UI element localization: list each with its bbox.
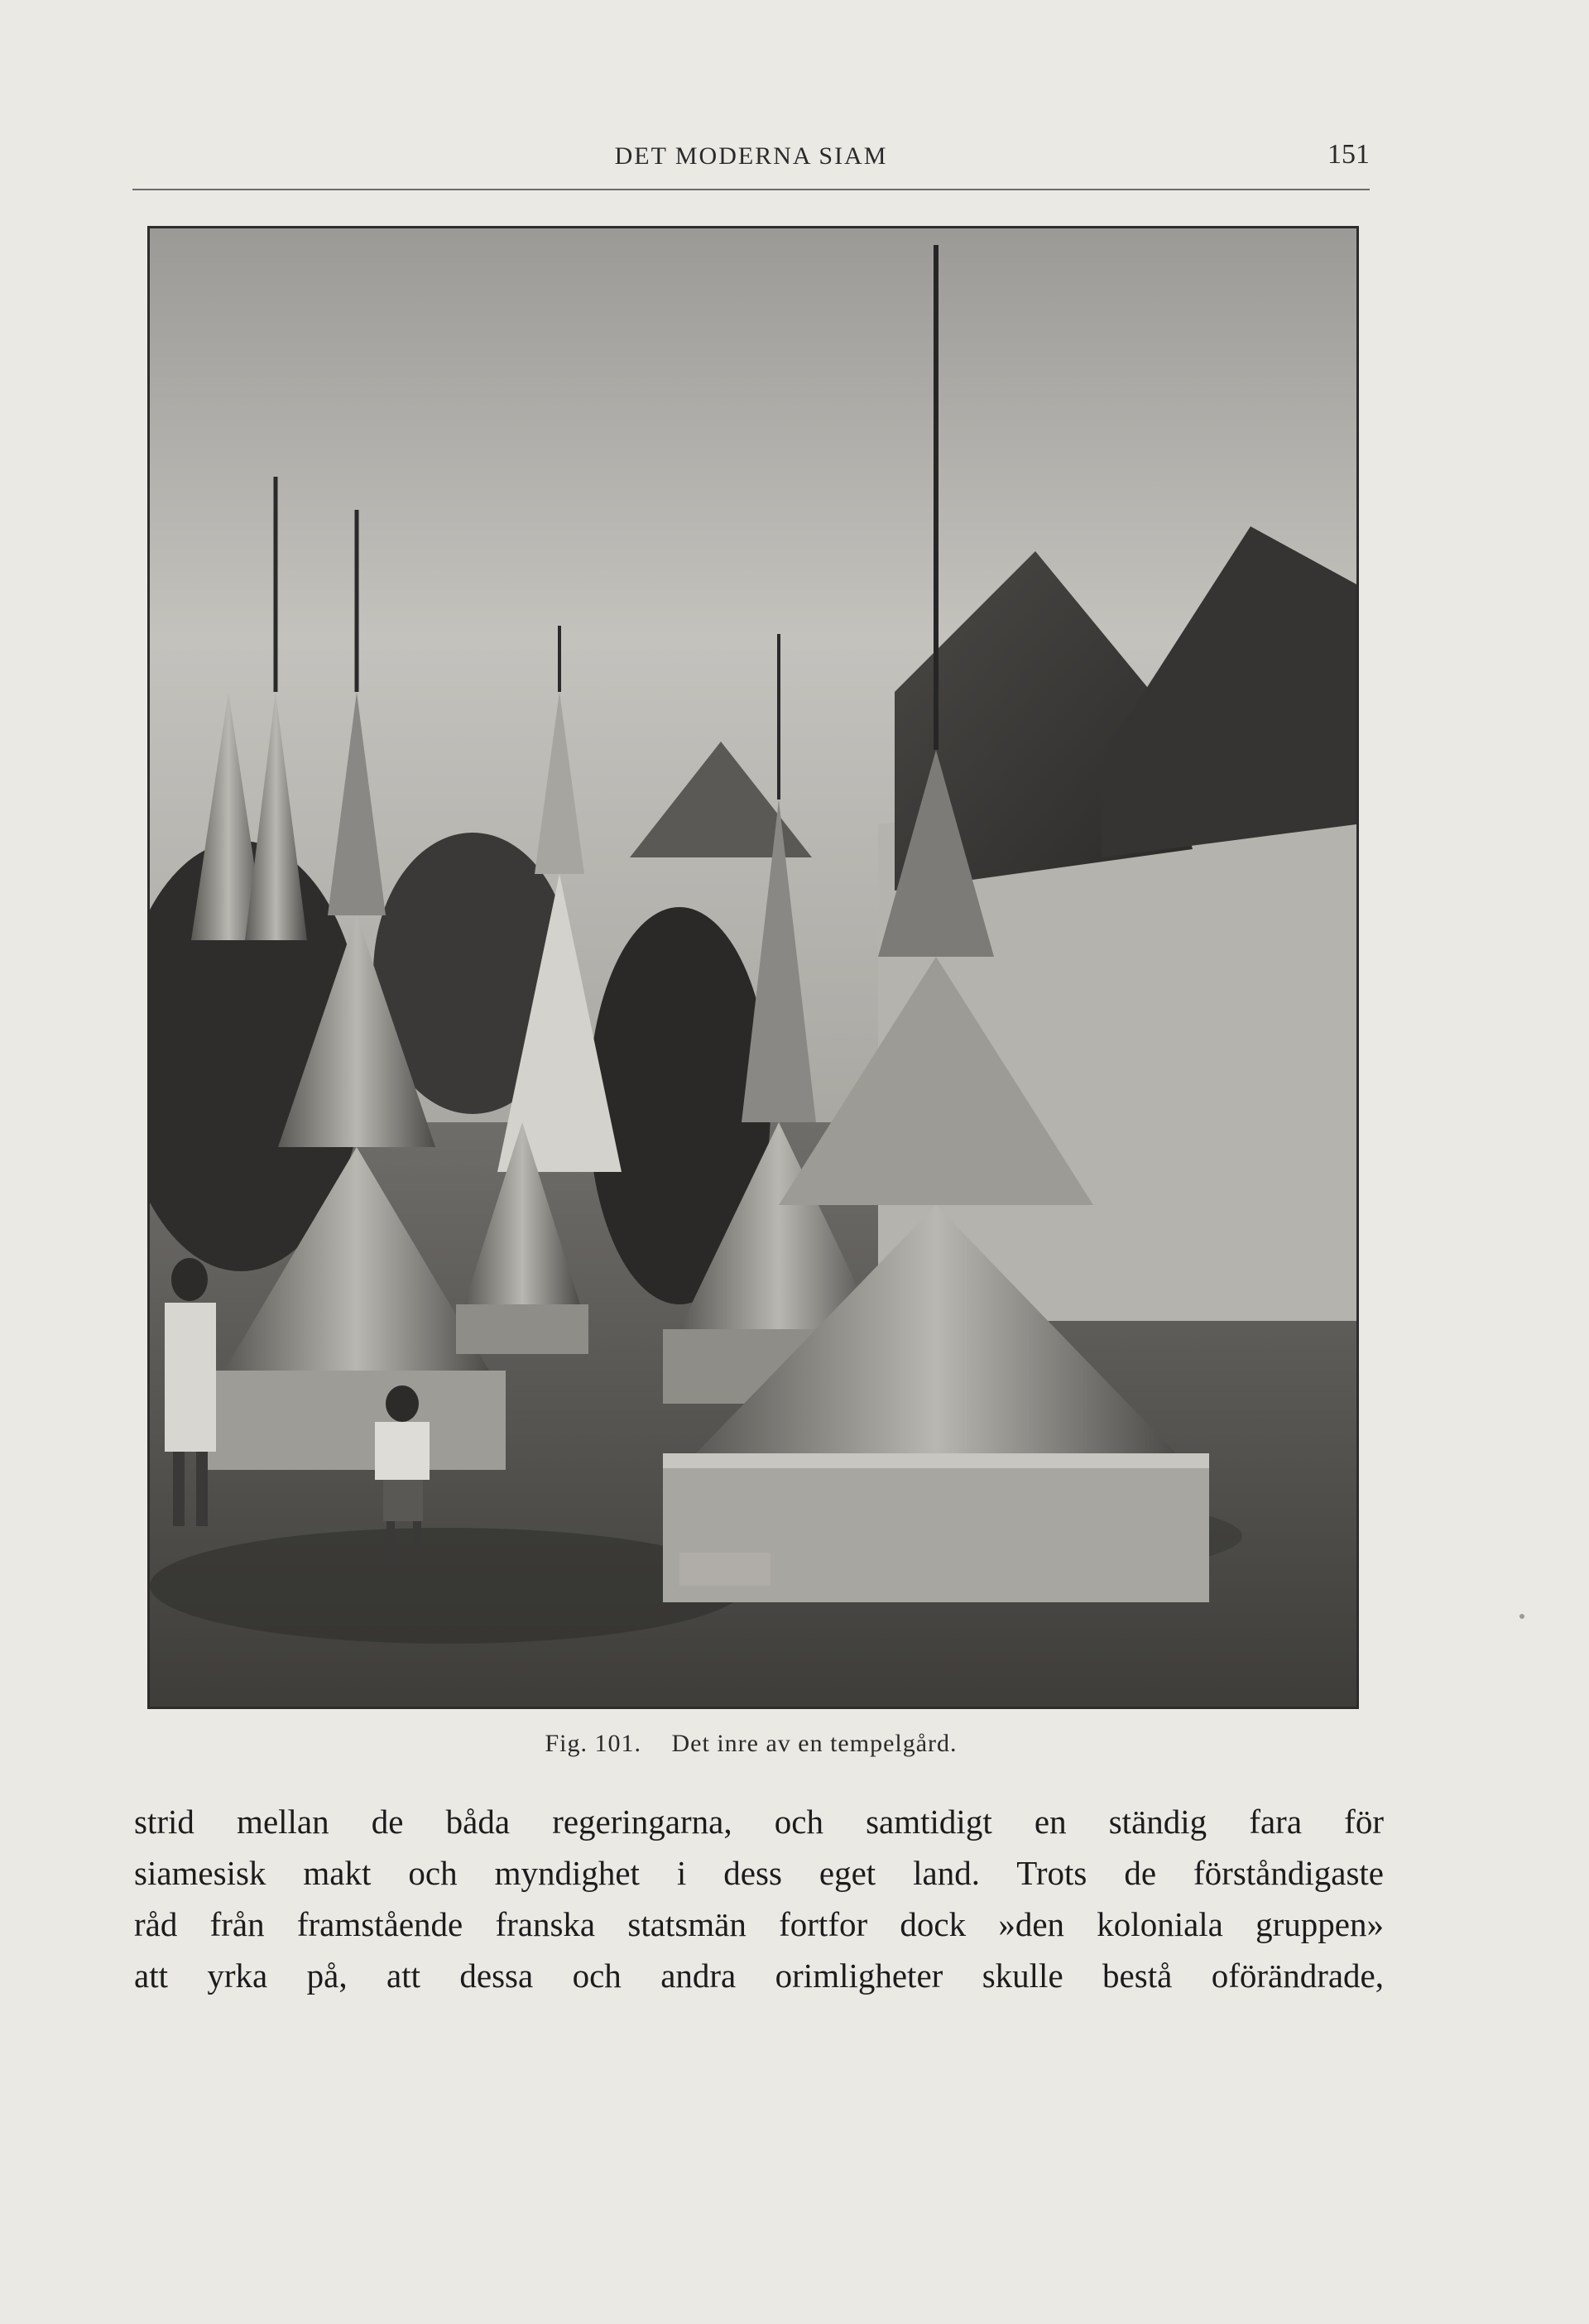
figure-caption-text: Det inre av en tempelgård. xyxy=(671,1730,958,1757)
figure-caption xyxy=(132,1730,1370,1758)
running-head xyxy=(132,131,1370,190)
body-text xyxy=(134,1796,1384,2001)
body-line: strid mellan de båda regeringarna, och samtidigt en ständig fara för xyxy=(134,1803,1384,1841)
page-number: 151 xyxy=(1327,139,1370,170)
photograph-illustration xyxy=(150,228,1356,1707)
temple-courtyard-photograph xyxy=(147,226,1359,1709)
running-title: DET MODERNA SIAM xyxy=(614,142,888,170)
body-line: att yrka på, att dessa och andra orimligheter skulle bestå oförändrade, xyxy=(134,1957,1384,1995)
paper-speck xyxy=(1519,1614,1524,1619)
body-line: råd från framstående franska statsmän fortfor dock »den koloniala gruppen» xyxy=(134,1905,1384,1943)
figure-label: Fig. 101. xyxy=(545,1730,641,1757)
body-line: siamesisk makt och myndighet i dess eget land. Trots de förståndigaste xyxy=(134,1854,1384,1892)
